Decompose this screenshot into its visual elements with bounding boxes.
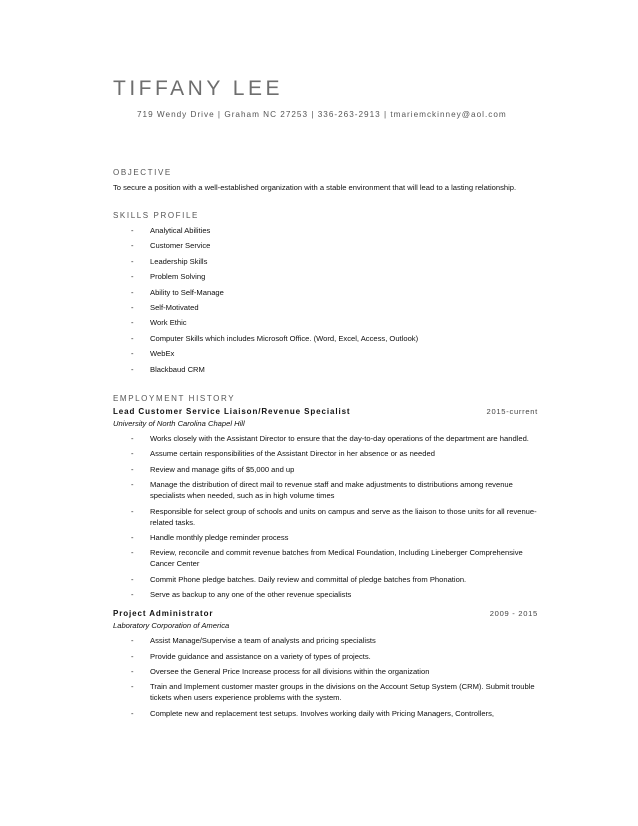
dash-bullet: - [131,226,134,235]
duty-text: Provide guidance and assistance on a variety of types of projects. [150,651,371,661]
duty-item [113,547,538,569]
job-entry [113,406,538,600]
employment-heading: EMPLOYMENT HISTORY [113,394,236,403]
duty-item [113,651,538,662]
dash-bullet: - [131,364,134,374]
job-dates: 2015-current [486,407,538,416]
job-header [113,406,538,418]
employer-name: Laboratory Corporation of America [113,621,230,631]
duty-text: Manage the distribution of direct mail to revenue staff and make adjustments to distributions among revenue specialists when needed, such as in high volume times [150,480,513,501]
job-dates: 2009 - 2015 [489,609,538,619]
skill-item [113,271,538,282]
duty-item [113,532,538,543]
dash-bullet: - [131,682,134,692]
duty-text: Serve as backup to any one of the other revenue specialists [150,590,352,600]
dash-bullet: - [131,651,134,661]
duty-item [113,448,538,459]
dash-bullet: - [131,272,134,282]
duty-item [113,666,538,677]
employment-section [113,394,538,723]
duty-item [113,681,538,703]
skill-item [113,256,538,267]
dash-bullet: - [131,636,134,646]
skill-label: Problem Solving [150,272,206,282]
duty-text: Review, reconcile and commit revenue batches from Medical Foundation, Including Lineberger Comprehensive Cancer Center [150,548,523,569]
jobs-list [113,406,538,719]
duty-item [113,506,538,528]
objective-heading: OBJECTIVE [113,168,172,177]
dash-bullet: - [131,590,134,600]
duty-text: Handle monthly pledge reminder process [150,532,289,542]
skill-label: Ability to Self-Manage [150,287,224,297]
dash-bullet: - [131,708,134,718]
dash-bullet: - [131,287,134,297]
dash-bullet: - [131,464,134,474]
dash-bullet: - [131,574,134,584]
candidate-name: TIFFANY LEE [113,77,283,100]
skill-label: Customer Service [150,241,211,251]
duty-text: Works closely with the Assistant Director to ensure that the day-to-day operations of the department are handled. [150,434,529,443]
employer-name: University of North Carolina Chapel Hill [113,419,245,428]
skill-label: Self-Motivated [150,302,199,312]
duty-text: Assist Manage/Supervise a team of analysts and pricing specialists [150,636,376,646]
skills-heading: SKILLS PROFILE [113,211,199,220]
duties-list [113,635,538,719]
skill-label: Computer Skills which includes Microsoft Office. (Word, Excel, Access, Outlook) [150,333,419,343]
job-entry [113,608,538,719]
duty-item [113,464,538,475]
duty-item [113,635,538,646]
dash-bullet: - [131,302,134,312]
duty-text: Responsible for select group of schools and units on campus and serve as the liaison to those units for all revenue-related tasks. [150,506,537,527]
dash-bullet: - [131,449,134,459]
skill-label: Leadership Skills [150,256,208,266]
dash-bullet: - [131,506,134,516]
skill-item [113,364,538,375]
contact-line: 719 Wendy Drive | Graham NC 27253 | 336-263-2913 | tmariemckinney@aol.com [137,110,507,119]
objective-section [113,168,538,193]
dash-bullet: - [131,256,134,266]
job-title: Lead Customer Service Liaison/Revenue Specialist [113,407,351,416]
skill-item [113,287,538,298]
job-header [113,608,538,620]
dash-bullet: - [131,318,134,328]
dash-bullet: - [131,666,134,676]
skill-label: Analytical Abilities [150,226,211,235]
skill-item [113,225,538,236]
duties-list [113,433,538,600]
duty-item [113,433,538,444]
skill-label: Work Ethic [150,318,187,328]
skill-item [113,302,538,313]
duty-item [113,479,538,501]
duty-text: Train and Implement customer master groups in the divisions on the Account Setup System (CRM). Submit trouble tickets when users experience problems with the system. [150,682,535,703]
dash-bullet: - [131,480,134,490]
skills-section [113,211,538,379]
dash-bullet: - [131,548,134,558]
dash-bullet: - [131,532,134,542]
skill-label: WebEx [150,349,175,359]
duty-item [113,708,538,719]
skill-item [113,333,538,344]
dash-bullet: - [131,241,134,251]
skill-item [113,317,538,328]
duty-text: Complete new and replacement test setups. Involves working daily with Pricing Managers, Controllers, [150,708,494,718]
duty-text: Assume certain responsibilities of the Assistant Director in her absence or as needed [150,449,435,459]
duty-text: Review and manage gifts of $5,000 and up [150,464,295,474]
duty-item [113,574,538,585]
skill-item [113,348,538,359]
skill-label: Blackbaud CRM [150,364,205,374]
dash-bullet: - [131,333,134,343]
duty-text: Oversee the General Price Increase process for all divisions within the organization [150,666,430,676]
objective-text: To secure a position with a well-established organization with a stable environment that will lead to a lasting relationship. [113,183,517,192]
duty-text: Commit Phone pledge batches. Daily review and committal of pledge batches from Phonation. [150,574,467,584]
dash-bullet: - [131,349,134,359]
dash-bullet: - [131,434,134,443]
job-title: Project Administrator [113,609,214,619]
duty-item [113,589,538,600]
skills-list [113,225,538,375]
skill-item [113,240,538,251]
